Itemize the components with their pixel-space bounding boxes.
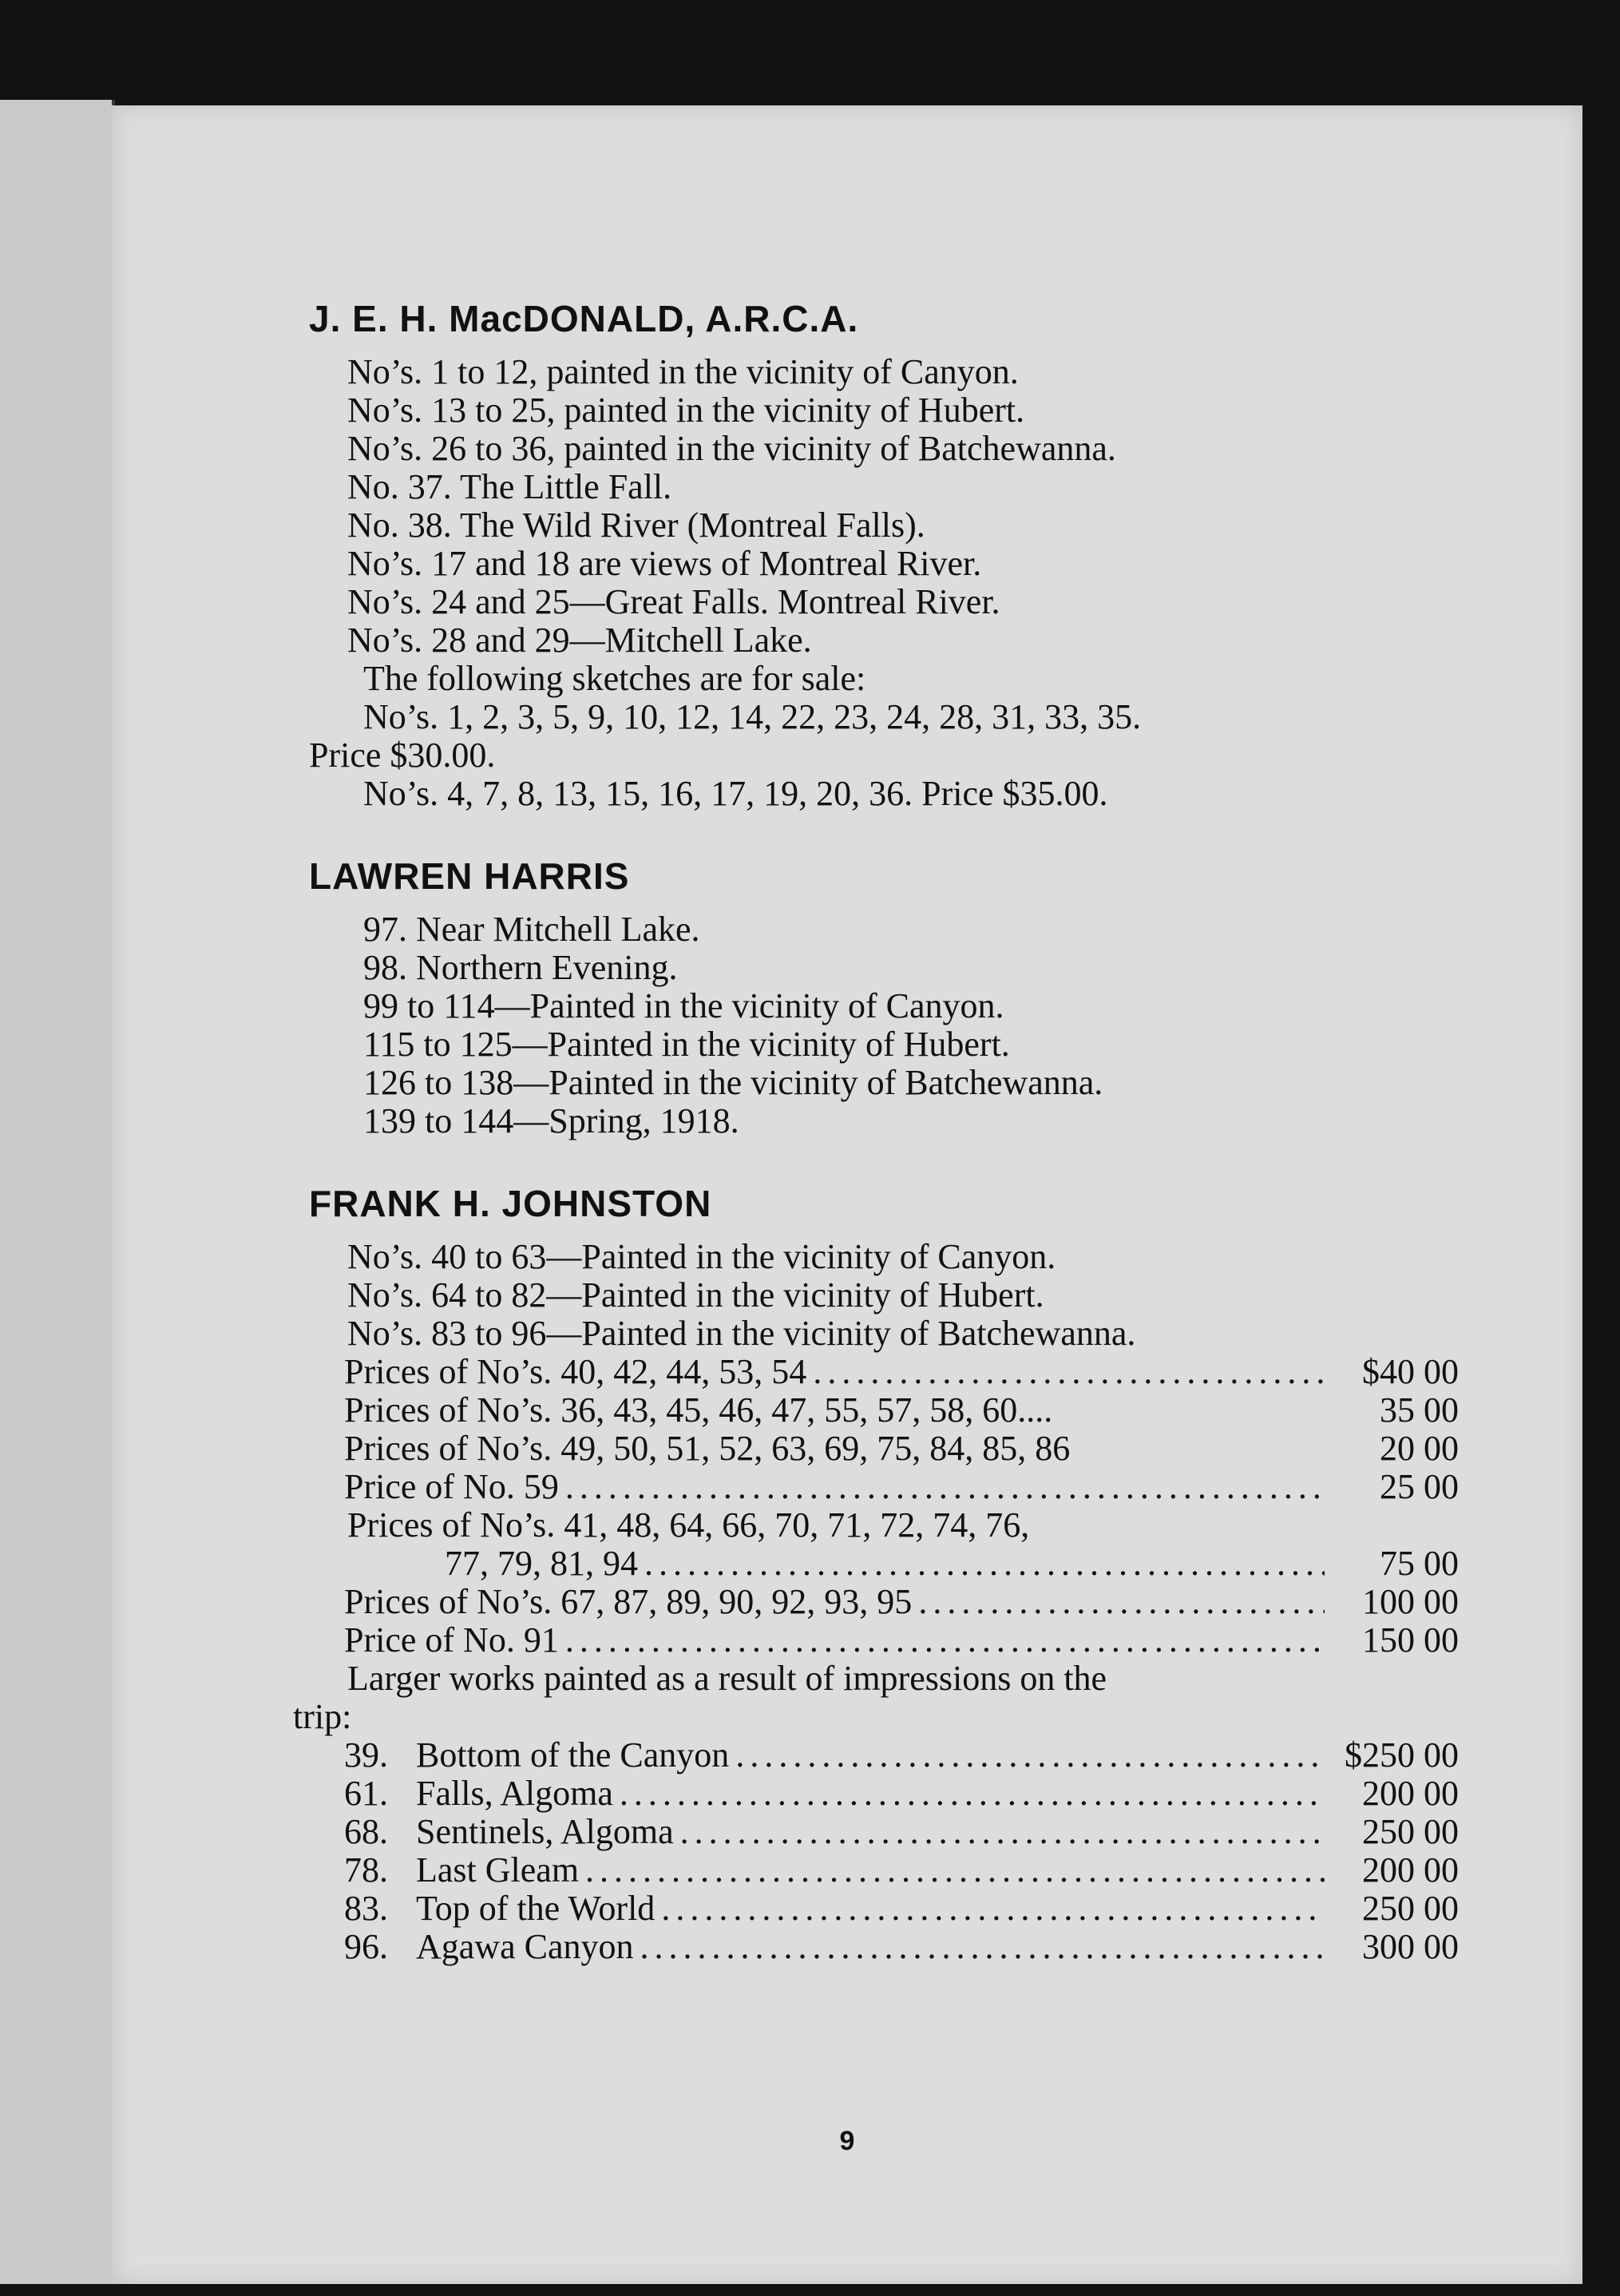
dot-leader <box>565 1621 1325 1660</box>
work-number: 39. <box>344 1735 388 1775</box>
work-price: $250 00 <box>1345 1735 1459 1775</box>
work-title: Last Gleam <box>416 1850 580 1890</box>
work-title: Top of the World <box>416 1889 656 1928</box>
price-label: Prices of No’s. 67, 87, 89, 90, 92, 93, 95 <box>344 1582 913 1621</box>
work-price: 250 00 <box>1362 1812 1459 1851</box>
price-value: 35 00 <box>1380 1390 1459 1430</box>
price-value: 150 00 <box>1362 1620 1459 1660</box>
dot-leader <box>565 1468 1325 1506</box>
text-line: 97. Near Mitchell Lake. <box>363 910 700 949</box>
text-line: 98. Northern Evening. <box>363 948 678 987</box>
price-label: Prices of No’s. 36, 43, 45, 46, 47, 55, 57, 58, 60.... <box>344 1390 1053 1430</box>
harris-section <box>309 855 1459 1140</box>
text-line: 115 to 125—Painted in the vicinity of Hubert. <box>363 1025 1010 1064</box>
page-content <box>293 297 1459 2008</box>
section-heading-macdonald: J. E. H. MacDONALD, A.R.C.A. <box>309 298 859 339</box>
price-row <box>309 1430 1459 1468</box>
price-multi-label-1: Prices of No’s. 41, 48, 64, 66, 70, 71, 72, 74, 76, <box>347 1505 1030 1545</box>
work-price: 200 00 <box>1362 1850 1459 1890</box>
text-line: No’s. 24 and 25—Great Falls. Montreal River. <box>347 582 1000 621</box>
text-line: No’s. 13 to 25, painted in the vicinity of Hubert. <box>347 391 1025 430</box>
price-value: 100 00 <box>1362 1582 1459 1621</box>
dot-leader <box>661 1890 1325 1928</box>
work-price: 300 00 <box>1362 1927 1459 1966</box>
price-value: 25 00 <box>1380 1467 1459 1506</box>
text-line: 139 to 144—Spring, 1918. <box>363 1101 739 1140</box>
text-line: 126 to 138—Painted in the vicinity of Batchewanna. <box>363 1063 1103 1102</box>
work-title: Bottom of the Canyon <box>416 1735 730 1775</box>
book-page <box>112 105 1582 2284</box>
dot-leader <box>735 1736 1325 1775</box>
facing-page-edge <box>0 100 115 2284</box>
section-heading-harris: LAWREN HARRIS <box>309 855 630 897</box>
text-line: No’s. 17 and 18 are views of Montreal River. <box>347 544 982 583</box>
work-number: 96. <box>344 1927 388 1966</box>
dot-leader <box>680 1813 1325 1851</box>
dot-leader <box>620 1775 1325 1813</box>
text-line: No’s. 64 to 82—Painted in the vicinity of Hubert. <box>347 1275 1044 1315</box>
price-label: Price of No. 59 <box>344 1467 559 1506</box>
larger-work-row <box>309 1775 1459 1813</box>
larger-work-row <box>309 1851 1459 1890</box>
price-label: Price of No. 91 <box>344 1620 559 1660</box>
price-value: $40 00 <box>1362 1352 1459 1391</box>
work-number: 78. <box>344 1850 388 1890</box>
work-title: Sentinels, Algoma <box>416 1812 674 1851</box>
price-multi-label-2: 77, 79, 81, 94 <box>445 1544 638 1583</box>
dot-leader <box>644 1545 1325 1583</box>
dot-leader <box>640 1928 1325 1966</box>
price-label: Prices of No’s. 49, 50, 51, 52, 63, 69, 75, 84, 85, 86 <box>344 1429 1071 1468</box>
sale-intro: The following sketches are for sale: <box>363 659 866 698</box>
price-label: Prices of No’s. 40, 42, 44, 53, 54 <box>344 1352 807 1391</box>
text-line: No’s. 28 and 29—Mitchell Lake. <box>347 621 812 660</box>
larger-work-row <box>309 1736 1459 1775</box>
price-row <box>309 1353 1459 1391</box>
text-line: No’s. 83 to 96—Painted in the vicinity of Batchewanna. <box>347 1314 1136 1353</box>
larger-work-row <box>309 1890 1459 1928</box>
larger-work-row <box>309 1813 1459 1851</box>
work-price: 250 00 <box>1362 1889 1459 1928</box>
sale-price-1: Price $30.00. <box>309 736 496 775</box>
price-row <box>309 1583 1459 1621</box>
text-line: No’s. 40 to 63—Painted in the vicinity of Canyon. <box>347 1237 1056 1276</box>
johnston-section <box>293 1182 1459 1966</box>
price-value: 75 00 <box>1380 1544 1459 1583</box>
larger-intro-2: trip: <box>293 1697 352 1736</box>
dot-leader <box>918 1583 1325 1621</box>
work-title: Falls, Algoma <box>416 1774 613 1813</box>
text-line: No’s. 1 to 12, painted in the vicinity of Canyon. <box>347 352 1019 391</box>
price-value: 20 00 <box>1380 1429 1459 1468</box>
larger-work-row <box>309 1928 1459 1966</box>
price-row <box>309 1545 1459 1583</box>
text-line: No. 38. The Wild River (Montreal Falls). <box>347 506 925 545</box>
work-number: 61. <box>344 1774 388 1813</box>
text-line: No’s. 26 to 36, painted in the vicinity of Batchewanna. <box>347 429 1116 468</box>
price-row <box>309 1468 1459 1506</box>
section-heading-johnston: FRANK H. JOHNSTON <box>309 1183 712 1224</box>
dot-leader <box>813 1353 1325 1391</box>
sale-list-2: No’s. 4, 7, 8, 13, 15, 16, 17, 19, 20, 36. Price $35.00. <box>363 774 1108 813</box>
page-number: 9 <box>839 2126 855 2156</box>
sale-list-1: No’s. 1, 2, 3, 5, 9, 10, 12, 14, 22, 23, 24, 28, 31, 33, 35. <box>363 697 1142 736</box>
larger-intro-1: Larger works painted as a result of impressions on the <box>347 1659 1107 1698</box>
text-line: 99 to 114—Painted in the vicinity of Canyon. <box>363 986 1004 1025</box>
work-price: 200 00 <box>1362 1774 1459 1813</box>
price-row <box>309 1621 1459 1660</box>
work-number: 83. <box>344 1889 388 1928</box>
work-title: Agawa Canyon <box>416 1927 634 1966</box>
macdonald-section <box>309 297 1459 813</box>
dot-leader <box>585 1851 1325 1890</box>
price-row <box>309 1391 1459 1430</box>
work-number: 68. <box>344 1812 388 1851</box>
text-line: No. 37. The Little Fall. <box>347 467 672 506</box>
